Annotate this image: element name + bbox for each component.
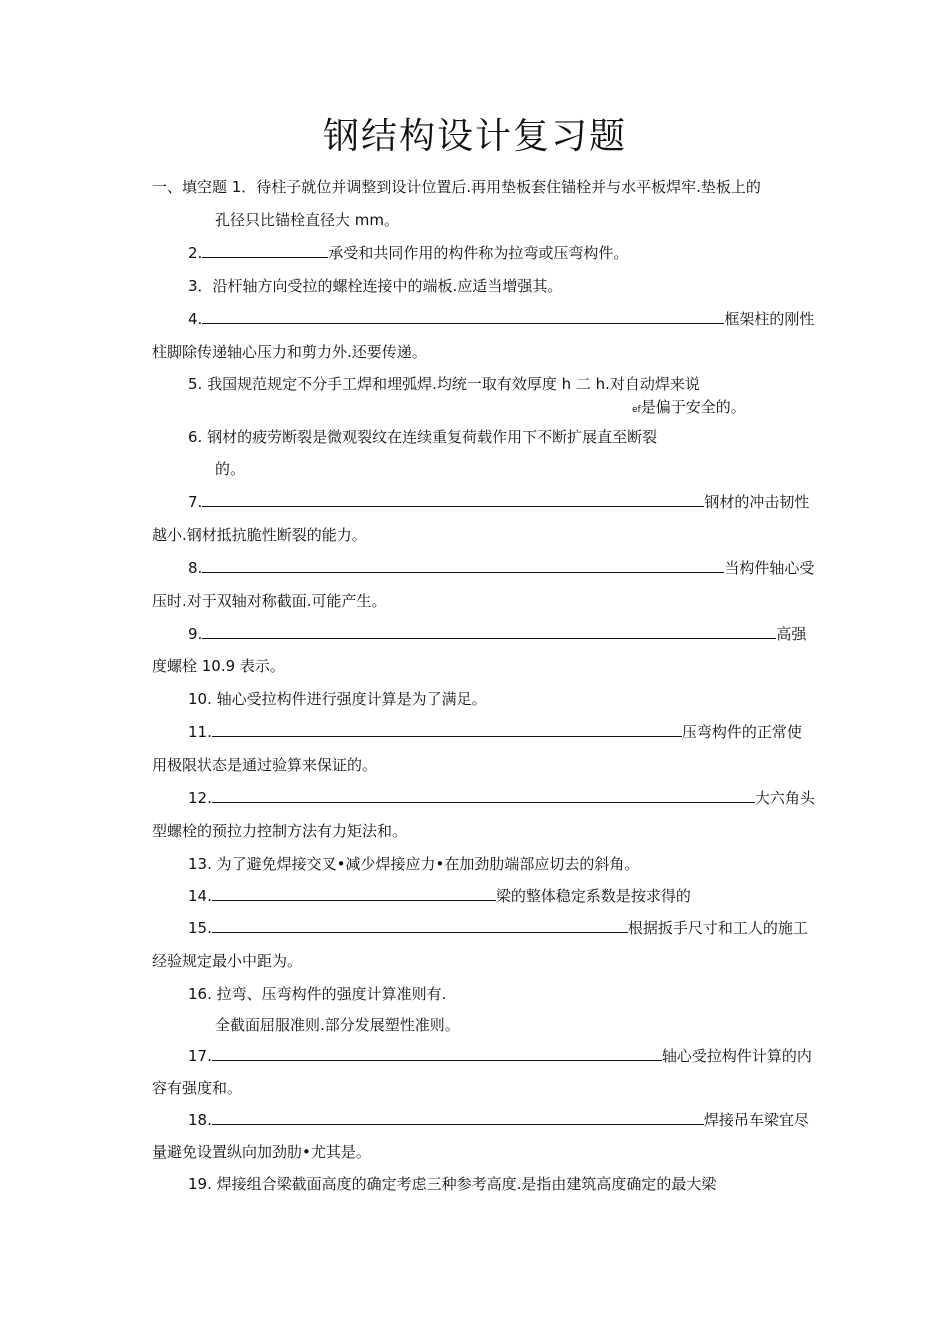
q4-text: 框架柱的刚性 <box>724 310 815 328</box>
q15-text: 根据扳手尺寸和工人的施工 <box>627 919 808 937</box>
q2-text: 承受和共同作用的构件称为拉弯或压弯构件。 <box>328 244 629 262</box>
q18-text: 焊接吊车梁宜尽 <box>703 1111 809 1129</box>
answer-blank <box>212 1110 704 1125</box>
q8-line-2: 压时.对于双轴对称截面.可能产生。 <box>152 592 387 610</box>
q16-line-2: 全截面屈服准则.部分发展塑性准则。 <box>215 1016 460 1034</box>
q10-line: 10. 轴心受拉构件进行强度计算是为了满足。 <box>188 690 487 708</box>
q3-line: 3．沿杆轴方向受拉的螺栓连接中的端板.应适当增强其。 <box>188 277 563 295</box>
q1-line-2: 孔径只比锚栓直径大 mm。 <box>215 211 399 229</box>
q19-line: 19. 焊接组合梁截面高度的确定考虑三种参考高度.是指由建筑高度确定的最大梁 <box>188 1175 717 1193</box>
answer-blank <box>202 243 328 258</box>
q5-line-1: 5. 我国规范规定不分手工焊和埋弧焊.均统一取有效厚度 h 二 h.对自动焊来说 <box>188 375 700 393</box>
q9-text: 高强 <box>776 625 807 643</box>
q16-line-1: 16. 拉弯、压弯构件的强度计算准则有. <box>188 985 447 1003</box>
q17-line-2: 容有强度和。 <box>152 1079 243 1097</box>
answer-blank <box>202 558 724 573</box>
q12-number: 12. <box>188 789 212 807</box>
q18-line-2: 量避免设置纵向加劲肋•尤其是。 <box>152 1143 371 1161</box>
q15-line-2: 经验规定最小中距为。 <box>152 952 303 970</box>
q1-line-1: 一、填空题 1．待柱子就位并调整到设计位置后.再用垫板套住锚栓并与水平板焊牢.垫板上的 <box>152 178 761 196</box>
q11-line-2: 用极限状态是通过验算来保证的。 <box>152 756 378 774</box>
q2-number: 2. <box>188 244 203 262</box>
q6-line-1: 6. 钢材的疲劳断裂是微观裂纹在连续重复荷载作用下不断扩展直至断裂 <box>188 428 658 446</box>
answer-blank <box>202 624 776 639</box>
q17-text: 轴心受拉构件计算的内 <box>661 1047 812 1065</box>
q4-number: 4. <box>188 310 203 328</box>
q17-number: 17. <box>188 1047 212 1065</box>
q14-text: 梁的整体稳定系数是按求得的 <box>495 887 691 905</box>
q12-line-2: 型螺栓的预拉力控制方法有力矩法和。 <box>152 822 408 840</box>
q5-line-2: 是偏于安全的。 <box>640 398 746 416</box>
q18-number: 18. <box>188 1111 212 1129</box>
q8-text: 当构件轴心受 <box>724 559 815 577</box>
answer-blank <box>212 1046 662 1061</box>
q7-line-2: 越小.钢材抵抗脆性断裂的能力。 <box>152 526 367 544</box>
q7-text: 钢材的冲击韧性 <box>704 493 810 511</box>
answer-blank <box>202 309 724 324</box>
q9-number: 9. <box>188 625 203 643</box>
q11-text: 压弯构件的正常使 <box>681 723 802 741</box>
answer-blank <box>212 918 628 933</box>
q7-number: 7. <box>188 493 203 511</box>
q15-number: 15. <box>188 919 212 937</box>
answer-blank <box>212 788 755 803</box>
q12-text: 大六角头 <box>754 789 815 807</box>
q5-subscript: ef <box>632 405 641 415</box>
q6-line-2: 的。 <box>215 460 246 478</box>
q9-line-2: 度螺栓 10.9 表示。 <box>152 657 285 675</box>
document-title: 钢结构设计复习题 <box>322 116 627 157</box>
q8-number: 8. <box>188 559 203 577</box>
answer-blank <box>202 492 704 507</box>
q13-line: 13. 为了避免焊接交叉•减少焊接应力•在加劲肋端部应切去的斜角。 <box>188 855 640 873</box>
q14-number: 14. <box>188 887 212 905</box>
answer-blank <box>212 886 496 901</box>
q11-number: 11. <box>188 723 212 741</box>
answer-blank <box>212 722 682 737</box>
q4-line-2: 柱脚除传递轴心压力和剪力外.还要传递。 <box>152 343 427 361</box>
